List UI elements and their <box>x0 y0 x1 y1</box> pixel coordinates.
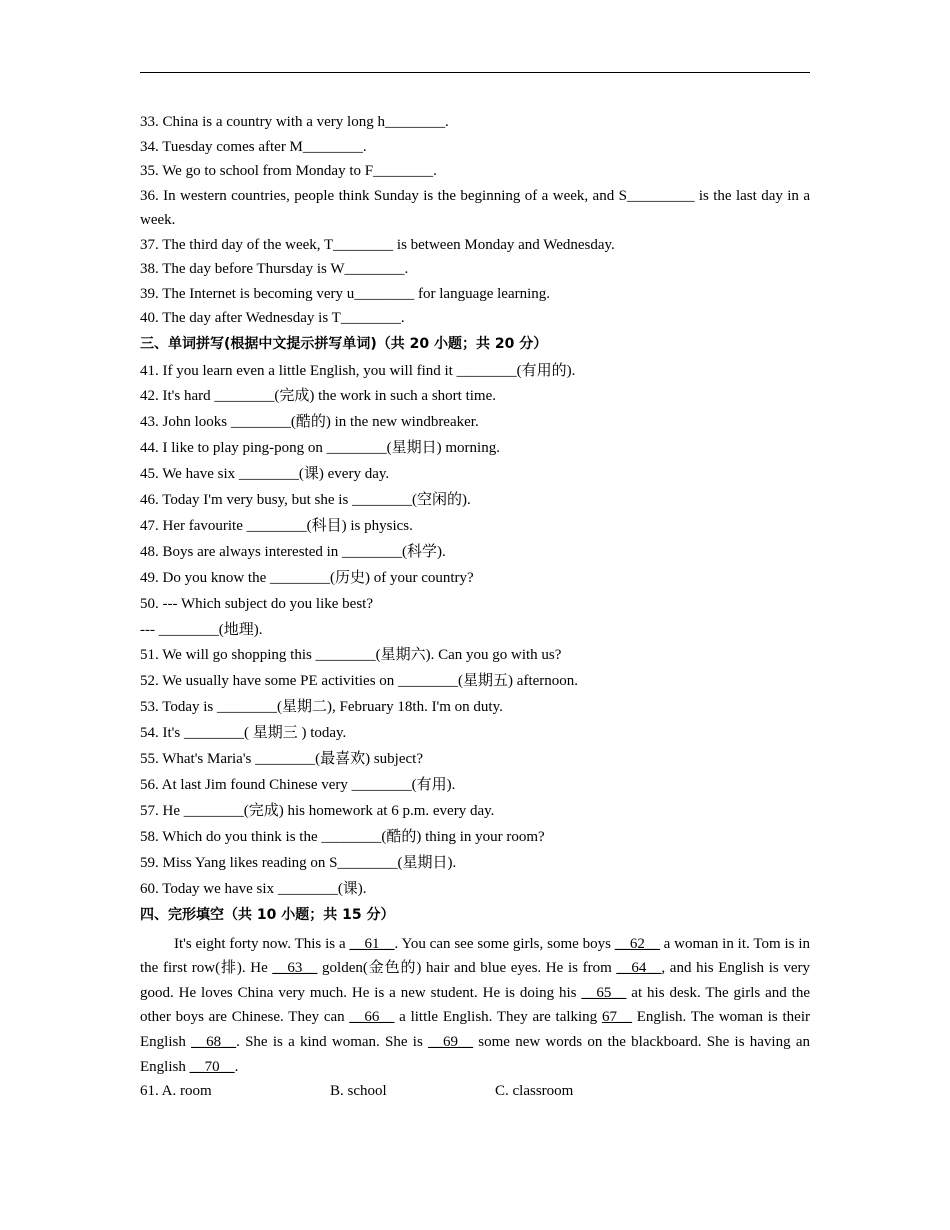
passage-text: It's eight forty now. This is a <box>174 935 350 952</box>
question-52: 52. We usually have some PE activities on ________(星期五) afternoon. <box>140 673 579 690</box>
blank-63: __63__ <box>272 960 318 977</box>
passage-text: golden(金色的) hair and blue eyes. He is from <box>317 960 617 977</box>
vocab-initial-section <box>140 110 810 331</box>
passage-text: a woman in it. Tom is in the first row(排). He <box>140 935 810 977</box>
option-a: 61. A. room <box>140 1083 212 1100</box>
question-44: 44. I like to play ping-pong on ________(星期日) morning. <box>140 440 500 457</box>
blank-69: __69__ <box>428 1033 474 1050</box>
header-rule <box>140 72 810 73</box>
passage-text: . <box>234 1058 239 1075</box>
passage-text: a little English. They are talking <box>394 1009 602 1026</box>
question-40: 40. The day after Wednesday is T________. <box>140 310 405 326</box>
question-50-answer: --- ________(地理). <box>140 621 263 638</box>
question-47: 47. Her favourite ________(科目) is physics. <box>140 517 413 534</box>
question-58: 58. Which do you think is the ________(酷的) thing in your room? <box>140 828 545 845</box>
question-37: 37. The third day of the week, T________ is between Monday and Wednesday. <box>140 236 615 253</box>
question-46: 46. Today I'm very busy, but she is ________(空闲的). <box>140 492 471 509</box>
question-41: 41. If you learn even a little English, you will find it ________(有用的). <box>140 362 576 379</box>
question-35: 35. We go to school from Monday to F________. <box>140 163 437 179</box>
passage-text: at his desk. The girls and the other boys are Chinese. They can <box>140 984 811 1026</box>
spelling-section <box>140 359 810 903</box>
blank-64: __64__ <box>616 960 662 977</box>
passage-text: some new words on the blackboard. She is having an English <box>140 1033 810 1075</box>
blank-70: __70__ <box>189 1058 235 1075</box>
question-54: 54. It's ________( 星期三 ) today. <box>140 725 347 742</box>
question-53: 53. Today is ________(星期二), February 18th. I'm on duty. <box>140 699 503 716</box>
question-56: 56. At last Jim found Chinese very ________(有用). <box>140 777 456 793</box>
question-55: 55. What's Maria's ________(最喜欢) subject? <box>140 751 423 768</box>
blank-66: __66__ <box>349 1009 395 1026</box>
question-57: 57. He ________(完成) his homework at 6 p.m. every day. <box>140 802 495 819</box>
question-38: 38. The day before Thursday is W________. <box>140 261 409 277</box>
blank-68: __68__ <box>191 1033 237 1050</box>
question-59: 59. Miss Yang likes reading on S________(星期日). <box>140 854 457 871</box>
question-33: 33. China is a country with a very long h________. <box>140 114 449 130</box>
document-body <box>140 110 810 1103</box>
question-49: 49. Do you know the ________(历史) of your country? <box>140 569 474 586</box>
passage-text: . She is a kind woman. She is <box>236 1033 429 1050</box>
blank-67: 67__ <box>601 1009 632 1026</box>
question-50: 50. --- Which subject do you like best? <box>140 595 373 612</box>
passage-text: English. The woman is their English <box>140 1009 810 1050</box>
section-3-heading: 三、单词拼写(根据中文提示拼写单词)（共 20 小题；共 20 分） <box>140 335 548 352</box>
blank-61: __61__ <box>349 935 395 952</box>
passage-text: , and his English is very good. He loves China very much. He is a new student. He is doing his <box>140 960 810 1001</box>
passage-text: . You can see some girls, some boys <box>394 935 615 952</box>
option-b: B. school <box>330 1083 387 1100</box>
cloze-passage <box>140 932 810 1080</box>
option-c: C. classroom <box>495 1083 574 1100</box>
question-48: 48. Boys are always interested in ________(科学). <box>140 543 446 560</box>
question-61-options <box>140 1079 810 1103</box>
question-42: 42. It's hard ________(完成) the work in such a short time. <box>140 388 496 405</box>
question-36: 36. In western countries, people think Sunday is the beginning of a week, and S_________ is the last day in a week. <box>140 187 810 228</box>
question-34: 34. Tuesday comes after M________. <box>140 138 367 155</box>
question-39: 39. The Internet is becoming very u________ for language learning. <box>140 285 551 302</box>
section-4-heading: 四、完形填空（共 10 小题；共 15 分） <box>140 906 395 923</box>
question-60: 60. Today we have six ________(课). <box>140 880 367 897</box>
question-51: 51. We will go shopping this ________(星期六). Can you go with us? <box>140 647 562 664</box>
blank-65: __65__ <box>581 984 627 1001</box>
question-43: 43. John looks ________(酷的) in the new windbreaker. <box>140 414 479 431</box>
question-45: 45. We have six ________(课) every day. <box>140 466 390 483</box>
blank-62: __62__ <box>614 935 660 952</box>
